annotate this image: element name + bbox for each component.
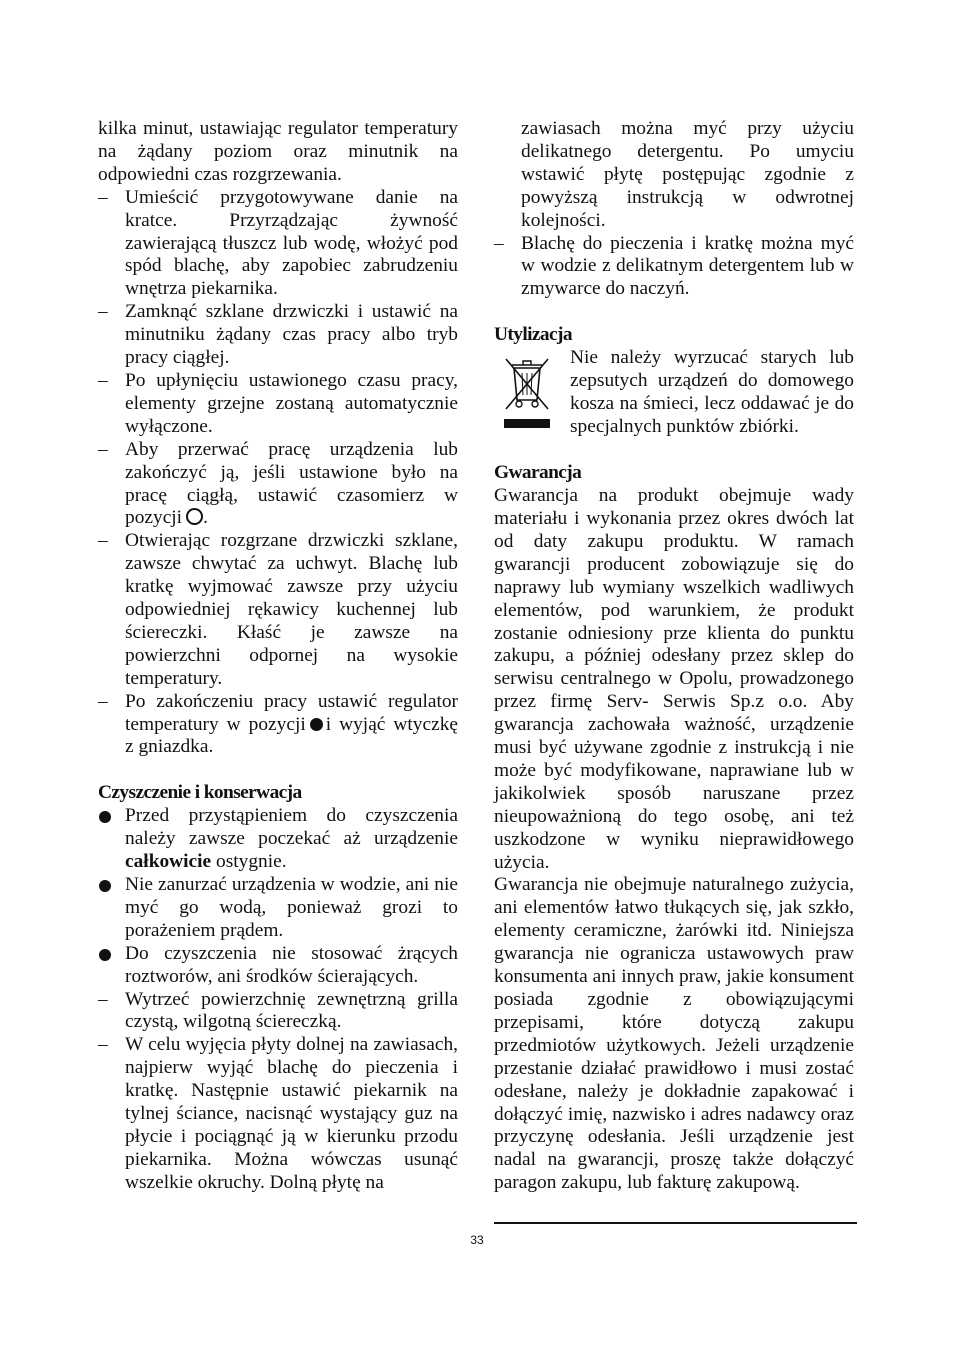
cleaning-heading: Czyszczenie i konserwacja [98, 782, 302, 804]
step-text: Po upłynięciu ustawionego czasu pracy, elementy grzejne zostaną automatycznie wyłączone. [125, 369, 458, 437]
intro-paragraph: kilka minut, ustawiając regulator temperatury na żądany poziom oraz minutnik na odpowiedni czas rozgrzewania. [98, 118, 458, 185]
disposal-heading: Utylizacja [494, 324, 572, 346]
instruction-step [98, 187, 458, 302]
dash-marker [98, 691, 118, 714]
page-number: 33 [470, 1233, 484, 1247]
spacer [98, 759, 458, 782]
cleaning-step [494, 233, 854, 302]
cleaning-bullet [98, 874, 458, 943]
dash-marker [98, 370, 118, 393]
step-text: W celu wyjęcia płyty dolnej na zawiasach, najpierw wyjąć blachę do pieczenia i kratkę. Następnie ustawić piekarnik na tylnej ściance, nacisnąć wystający guz na płycie i pociągnąć ją w kierunku przodu piekarnika. Można wówczas usunąć wszelkie okruchy. Dolną płytę na [125, 1034, 458, 1193]
step-text: Otwierając rozgrzane drzwiczki szklane, zawsze chwytać za uchwyt. Blachę lub kratkę wyjmować zawsze przy użyciu odpowiedniej rękawicy kuchennej lub ściereczki. Kłaść je zawsze na powierzchni odpornej na wysokie temperatury. [125, 530, 458, 689]
spacer [494, 301, 854, 324]
cleaning-bullet [98, 805, 458, 874]
cleaning-bullet [98, 943, 458, 989]
step-text: Wytrzeć powierzchnię zewnętrzną grilla czystą, wilgotną ściereczką. [125, 988, 458, 1033]
bullet-text: Nie zanurzać urządzenia w wodzie, ani nie myć go wodą, ponieważ grozi to porażeniem prądem. [125, 874, 458, 941]
warranty-paragraph: Gwarancja na produkt obejmuje wady materiału i wykonania przez okres dwóch lat od daty zakupu produktu. W ramach gwarancji producent zobowiązuje się do naprawy lub wymiany wszelkich wadliwych elementów, pod warunkiem, że produkt zostanie odniesiony prze klienta do punktu zakupu, a później odesłany przez sklep do serwisu centralnego w Opolu, prowadzonego przez firmę Serv- Serwis Sp.z o.o. Aby gwarancja zachowała ważność, urządzenie musi być używane zgodnie z instrukcją i nie może być modyfikowane, naprawiane lub w jakikolwiek sposób naruszane przez nieupoważnioną do tego osobę, ani też uszkodzone w wyniku nieprawidłowego użycia. [494, 485, 854, 873]
warranty-paragraph: Gwarancja nie obejmuje naturalnego zużycia, ani elementów łatwo tłukących się, jak szkło, elementy ceramiczne, żarówki itd. Niniejsza gwarancja nie ogranicza ustawowych praw konsumenta ani innych praw, jakie konsument posiada zgodnie z obowiązującymi przepisami, które dotyczą zakupu przedmiotów użytkowych. Jeżeli urządzenie przestanie działać prawidłowo i musi zostać odesłane, należy je dokładnie zapakować i dołączyć imię, nazwisko i adres nadawcy oraz przyczynę odesłania. Jeśli urządzenie jest nadal na gwarancji, proszę także dołączyć paragon zakupu, lub fakturę zakupową. [494, 874, 854, 1194]
warranty-heading: Gwarancja [494, 462, 582, 484]
cleaning-step [98, 989, 458, 1035]
filled-circle-icon [310, 718, 323, 731]
instruction-step-stop [98, 439, 458, 531]
bullet-text: Do czyszczenia nie stosować żrących roztworów, ani środków ścierających. [125, 942, 458, 987]
crossed-out-wheelie-bin-icon [498, 351, 556, 431]
dash-marker [98, 530, 118, 553]
step-text: Blachę do pieczenia i kratkę można myć w wodzie z delikatnym detergentem lub w zmywarce do naczyń. [521, 232, 854, 300]
step-text: Umieścić przygotowywane danie na kratce. Przyrządzając żywność zawierającą tłuszcz lub wodę, włożyć pod spód blachę, aby zapobiec zabrudzeniu wnętrza piekarnika. [125, 186, 458, 300]
instruction-step [98, 301, 458, 370]
instruction-step-door [98, 530, 458, 690]
step-text-after: i wyjąć wtyczkę z gniazdka. [125, 713, 458, 758]
step-text-end: . [203, 507, 208, 529]
dash-marker [98, 1034, 118, 1057]
dash-marker [98, 989, 118, 1012]
left-column [98, 118, 458, 1195]
disposal-text: Nie należy wyrzucać starych lub zepsutych urządzeń do domowego kosza na śmieci, lecz oddawać je do specjalnych punktów zbiórki. [570, 347, 854, 437]
bullet-text-bold: całkowicie [125, 851, 212, 873]
right-column [494, 118, 854, 1195]
dash-marker [494, 233, 514, 256]
step-text: Po zakończeniu pracy ustawić regulator temperatury w pozycji [125, 690, 458, 735]
dash-marker [98, 439, 118, 462]
instruction-step-finish [98, 691, 458, 760]
step-text: Aby przerwać pracę urządzenia lub zakończyć ją, jeśli ustawione było na pracę ciągłą, ustawić czasomierz w pozycji [125, 438, 458, 529]
bullet-text: Przed przystąpieniem do czyszczenia należy zawsze poczekać aż urządzenie [125, 805, 458, 850]
disposal-block [494, 347, 854, 439]
footer-rule [494, 1222, 857, 1224]
step-text: Zamknąć szklane drzwiczki i ustawić na minutniku żądany czas pracy albo tryb pracy ciągłej. [125, 301, 458, 369]
instruction-step [98, 370, 458, 439]
cleaning-step [98, 1034, 458, 1194]
dash-marker [98, 301, 118, 324]
spacer [494, 439, 854, 462]
ring-symbol-icon [186, 508, 203, 525]
bullet-text-after: ostygnie. [216, 851, 287, 873]
continuation-paragraph: zawiasach można myć przy użyciu delikatnego detergentu. Po umyciu wstawić płytę postępując zgodnie z powyższą instrukcją w odwrotnej kolejności. [521, 118, 854, 231]
dash-marker [98, 187, 118, 210]
